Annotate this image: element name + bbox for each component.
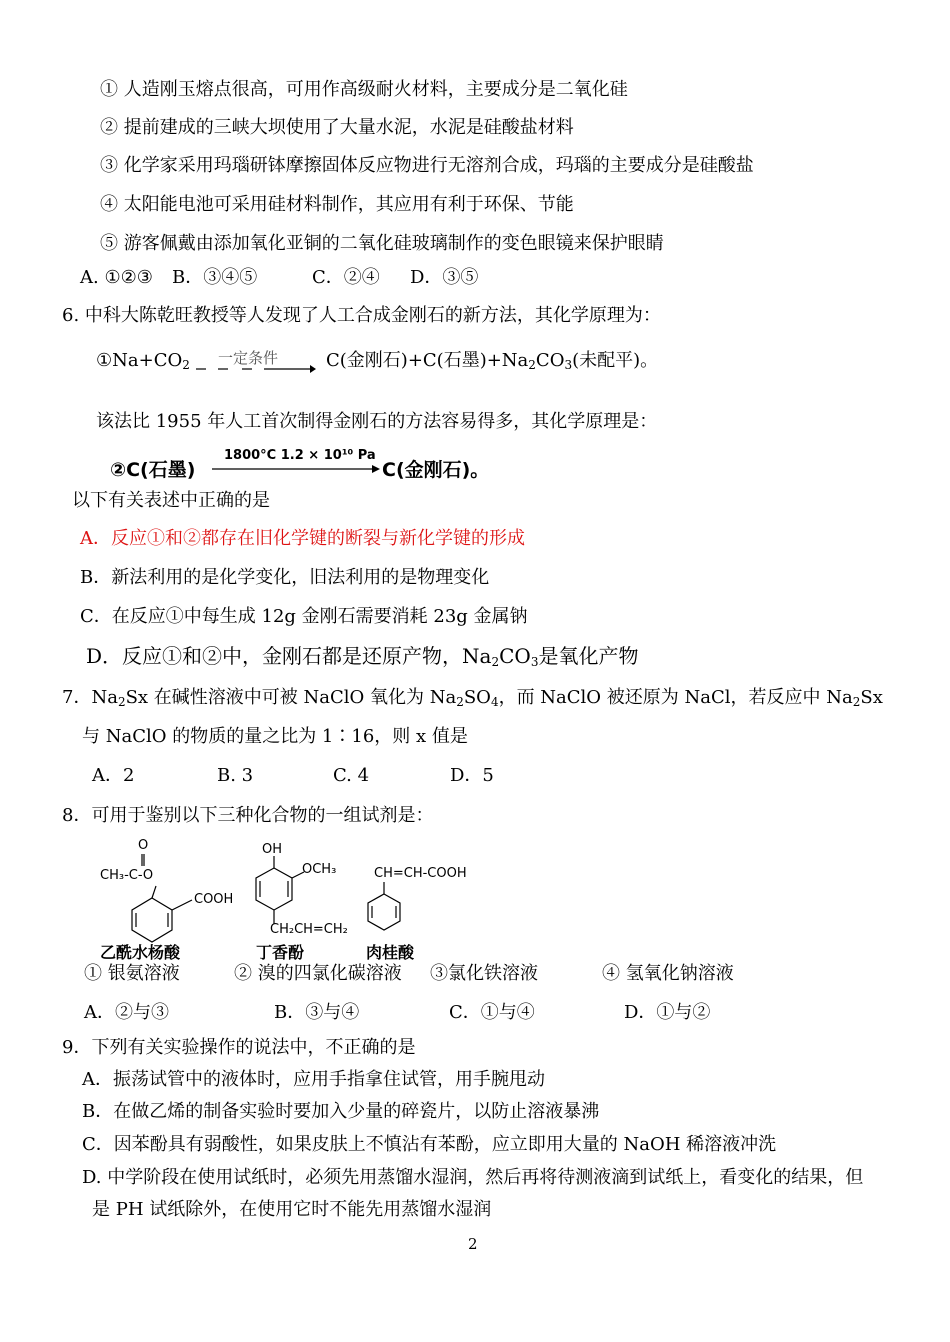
q9-option-d-line-2: 是 PH 试纸除外，在使用它时不能先用蒸馏水湿润	[92, 1199, 492, 1220]
q5-item-3: ③ 化学家采用玛瑙研钵摩擦固体反应物进行无溶剂合成，玛瑙的主要成分是硅酸盐	[100, 155, 754, 176]
c2-allyl: CH₂CH=CH₂	[270, 922, 348, 937]
q8-reagent-1: ① 银氨溶液	[84, 963, 180, 984]
q6-option-a: A．反应①和②都存在旧化学键的断裂与新化学键的形成	[80, 528, 525, 549]
eq2-arrow	[210, 448, 382, 478]
q6-equation-2-left: ②C(石墨)	[110, 459, 196, 481]
c2-methoxy: OCH₃	[302, 862, 337, 877]
c1-carbonyl-o: O	[138, 838, 149, 853]
q7-option-c: C. 4	[333, 765, 370, 786]
q8-option-a: A．②与③	[84, 1002, 169, 1023]
c1-acetyl: CH₃-C-O	[100, 868, 154, 883]
eq2-condition: 1800°C 1.2 × 10¹⁰ Pa	[224, 448, 376, 463]
q8-option-c: C．①与④	[449, 1002, 535, 1023]
q5-item-4: ④ 太阳能电池可采用硅材料制作，其应用有利于环保、节能	[100, 194, 574, 215]
q7-option-d: D．5	[450, 765, 494, 786]
q6-stem: 6. 中科大陈乾旺教授等人发现了人工合成金刚石的新方法，其化学原理为：	[62, 305, 661, 326]
q6-option-c: C．在反应①中每生成 12g 金刚石需要消耗 23g 金属钠	[80, 606, 528, 627]
q7-option-b: B. 3	[217, 765, 254, 786]
q7-options	[92, 764, 494, 788]
q8-option-b: B．③与④	[274, 1002, 360, 1023]
c3-acrylic-chain: CH=CH-COOH	[374, 866, 467, 881]
q6-option-d: D．反应①和②中，金刚石都是还原产物，$Na_2CO_3$是氧化产物	[86, 644, 639, 669]
q6-equation-1	[96, 349, 190, 373]
q8-reagents	[84, 962, 734, 986]
q9-option-c: C．因苯酚具有弱酸性，如果皮肤上不慎沾有苯酚，应立即用大量的 NaOH 稀溶液冲洗	[82, 1134, 777, 1155]
c1-cooh: COOH	[194, 892, 234, 907]
q8-reagent-3: ③氯化铁溶液	[430, 963, 538, 984]
compound-label-3: 肉桂酸	[366, 943, 415, 962]
q8-reagent-2: ② 溴的四氯化碳溶液	[234, 963, 402, 984]
q5-option-d: D．③⑤	[410, 267, 479, 288]
q8-options	[84, 1001, 710, 1025]
q8-stem: 8．可用于鉴别以下三种化合物的一组试剂是：	[62, 805, 434, 826]
c2-hydroxyl: OH	[262, 842, 283, 857]
q7-option-a: A．2	[92, 765, 135, 786]
q5-item-1: ① 人造刚玉熔点很高，可用作高级耐火材料，主要成分是二氧化硅	[100, 79, 628, 100]
page-number: 2	[468, 1235, 478, 1253]
q7-line-2: 与 NaClO 的物质的量之比为 1∶16，则 x 值是	[82, 726, 468, 747]
structure-cinnamic-acid	[360, 860, 490, 940]
q5-option-c: C．②④	[312, 267, 380, 288]
q9-option-a: A．振荡试管中的液体时，应用手指拿住试管，用手腕甩动	[82, 1069, 545, 1090]
q9-stem: 9．下列有关实验操作的说法中，不正确的是	[62, 1037, 416, 1058]
q5-option-a: A. ①②③	[80, 267, 153, 288]
q5-item-5: ⑤ 游客佩戴由添加氧化亚铜的二氧化硅玻璃制作的变色眼镜来保护眼睛	[100, 233, 664, 254]
q5-option-b: B．③④⑤	[172, 267, 258, 288]
q8-option-d: D．①与②	[624, 1002, 711, 1023]
eq1-condition: 一定条件	[218, 349, 279, 367]
q9-option-d-line-1: D. 中学阶段在使用试纸时，必须先用蒸馏水湿润，然后再将待测液滴到试纸上，看变化的结果，但	[82, 1167, 864, 1188]
q7-line-1: 7．$Na_2Sx$ 在碱性溶液中可被 NaClO 氧化为 $Na_2SO_4$，而 NaClO 被还原为 NaCl，若反应中 $Na_2Sx$	[62, 687, 883, 709]
q8-reagent-4: ④ 氢氧化钠溶液	[602, 963, 734, 984]
q6-question: 以下有关表述中正确的是	[72, 490, 270, 511]
q5-item-2: ② 提前建成的三峡大坝使用了大量水泥，水泥是硅酸盐材料	[100, 117, 574, 138]
q6-line-2: 该法比 1955 年人工首次制得金刚石的方法容易得多，其化学原理是：	[96, 411, 658, 432]
eq1-reactants: $①Na+CO_2$	[96, 350, 190, 372]
compound-label-1: 乙酰水杨酸	[100, 943, 181, 962]
q6-equation-1-products: C(金刚石)+C(石墨)$+Na_2CO_3$(未配平)。	[326, 350, 659, 372]
compound-label-2: 丁香酚	[256, 943, 305, 962]
q6-equation-2-right: C(金刚石)。	[382, 459, 490, 481]
q6-option-b: B．新法利用的是化学变化，旧法利用的是物理变化	[80, 567, 490, 588]
eq1-arrow	[192, 347, 318, 373]
q9-option-b: B．在做乙烯的制备实验时要加入少量的碎瓷片，以防止溶液暴沸	[82, 1101, 600, 1122]
q5-options	[80, 266, 478, 290]
